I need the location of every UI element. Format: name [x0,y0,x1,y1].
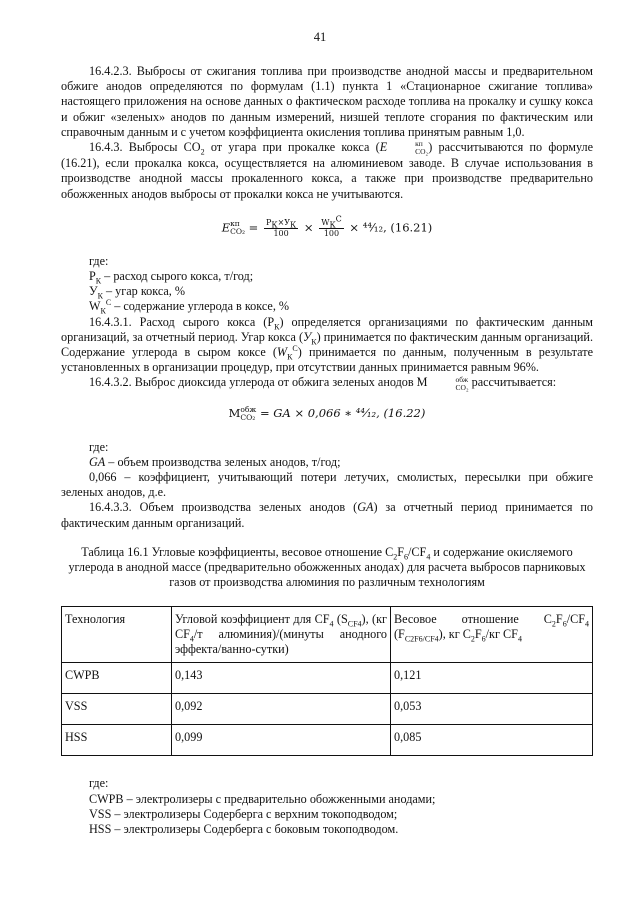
fraction-numerator: $Р_К\times У_К$ [265,217,297,230]
paragraph-16-4-3-3: 16.4.3.3. Объем производства зеленых анодов (GA) за отчетный период принимается по фактическим данным организаций. [61,500,593,530]
definition-ga: GA – объем производства зеленых анодов, т/год; [89,454,341,469]
fraction-numerator: $W_К^С$ [321,214,342,230]
where-label-1: где: [89,253,109,268]
table-header-cell: Весовое отношение $C_2F_6/CF_4$ $(F_{C2F6/CF4})$, кг $C_2F_6/кг$ $CF_4$ [391,607,593,663]
table-row [62,725,593,756]
table-cell: VSS [62,694,172,725]
table-header-cell: Технология [62,607,172,663]
formula-16-21: E кп CO₂ = $\frac{Р_К\times У_К}{100}$ × $\frac{W_К^С}{100}$ × ⁴⁴⁄₁₂, (16.21) [221,214,433,238]
where-label-3: где: [89,776,109,791]
table-cell: 0,099 [172,725,391,756]
definition-uk: $У_К$ – угар кокса, % [89,284,186,301]
paragraph-16-4-2-3: 16.4.2.3. Выбросы от сжигания топлива при производстве анодной массы и предварительном обжиге анодов определяются по формулам (1.1) пункта 1 «Стационарное сжигание топлива» настоящего приложения на основе данных о фактическом расходе топлива на прокалку и сушку кокса и обжиг «зеленых» анодов по данным измерений, низшей теплоте сгорания по фактическим или справочным данным и с учетом коэффициента окисления топлива принятым равным 1,0. [61,64,593,139]
definition-cwpb: CWPB – электролизеры с предварительно обожженными анодами; [89,791,436,806]
paragraph-16-4-3-2: 16.4.3.2. Выброс диоксида углерода от обжига зеленых анодов М обж CO₂ рассчитывается: [89,374,557,392]
table-cell: CWPB [62,663,172,694]
definition-0066: 0,066 – коэффициент, учитывающий потери летучих, смолистых, пересылки при обжиге зеленых анодов, д.е. [61,470,593,500]
page-number: 41 [313,30,327,44]
table-header-cell: Угловой коэффициент для $CF_4$ $(S_{CF4})$, (кг $CF_4/т$ алюминия)/(минуты анодного эффекта/ванно-сутки) [172,607,391,663]
definition-wk: $W_К^С$ – содержание углерода в коксе, % [89,298,290,316]
paragraph-16-4-3-1: 16.4.3.1. Расход сырого кокса $(Р_К)$ определяется организациями по фактическим данным организаций, за отчетный период. Угар кокса $(У_К)$ принимается по фактическим данным организаций. Содержание углерода в сыром коксе $(W_К^С)$ принимается по данным, полученным в результате установленных в организации процедур, при отсутствии данных принимается равным 96%. [61,314,593,375]
definition-hss: HSS – электролизеры Содерберга с боковым токоподводом. [89,822,399,837]
definition-pk: $Р_К$ – расход сырого кокса, т/год; [89,269,254,286]
table-cell: 0,143 [172,663,391,694]
table-cell: 0,053 [391,694,593,725]
table-cell: 0,092 [172,694,391,725]
table-header-row [62,607,593,663]
coefficients-table [61,606,593,756]
paragraph-16-4-3: 16.4.3. Выбросы $CO_2$ от угара при прокалке кокса (E кп CO₂ ) рассчитываются по формуле (16.21), если прокалка кокса, осуществляется на алюминиевом заводе. В случае использования в производстве анодной массы прокаленного кокса, а также при производстве предварительно обожженных анодов выбросы от прокалки кокса не учитываются. [61,139,593,201]
table-cell: 0,085 [391,725,593,756]
formula-16-22: М обж CO₂ = GA × 0,066 ∗ ⁴⁴⁄₁₂, (16.22) [228,404,426,422]
table-row [62,663,593,694]
document-body [61,64,593,837]
table-caption: Таблица 16.1 Угловые коэффициенты, весовое отношение $C_2F_6/CF_4$ и содержание окисляемого углерода в анодной массе (предварительно обожженных анодах) для расчета выбросов парниковых газов от производства алюминия по различным технологиям [68,544,586,590]
table-cell: 0,121 [391,663,593,694]
where-label-2: где: [89,439,109,454]
table-row [62,694,593,725]
definition-vss: VSS – электролизеры Содерберга с верхним токоподводом; [89,806,398,821]
table-cell: HSS [62,725,172,756]
